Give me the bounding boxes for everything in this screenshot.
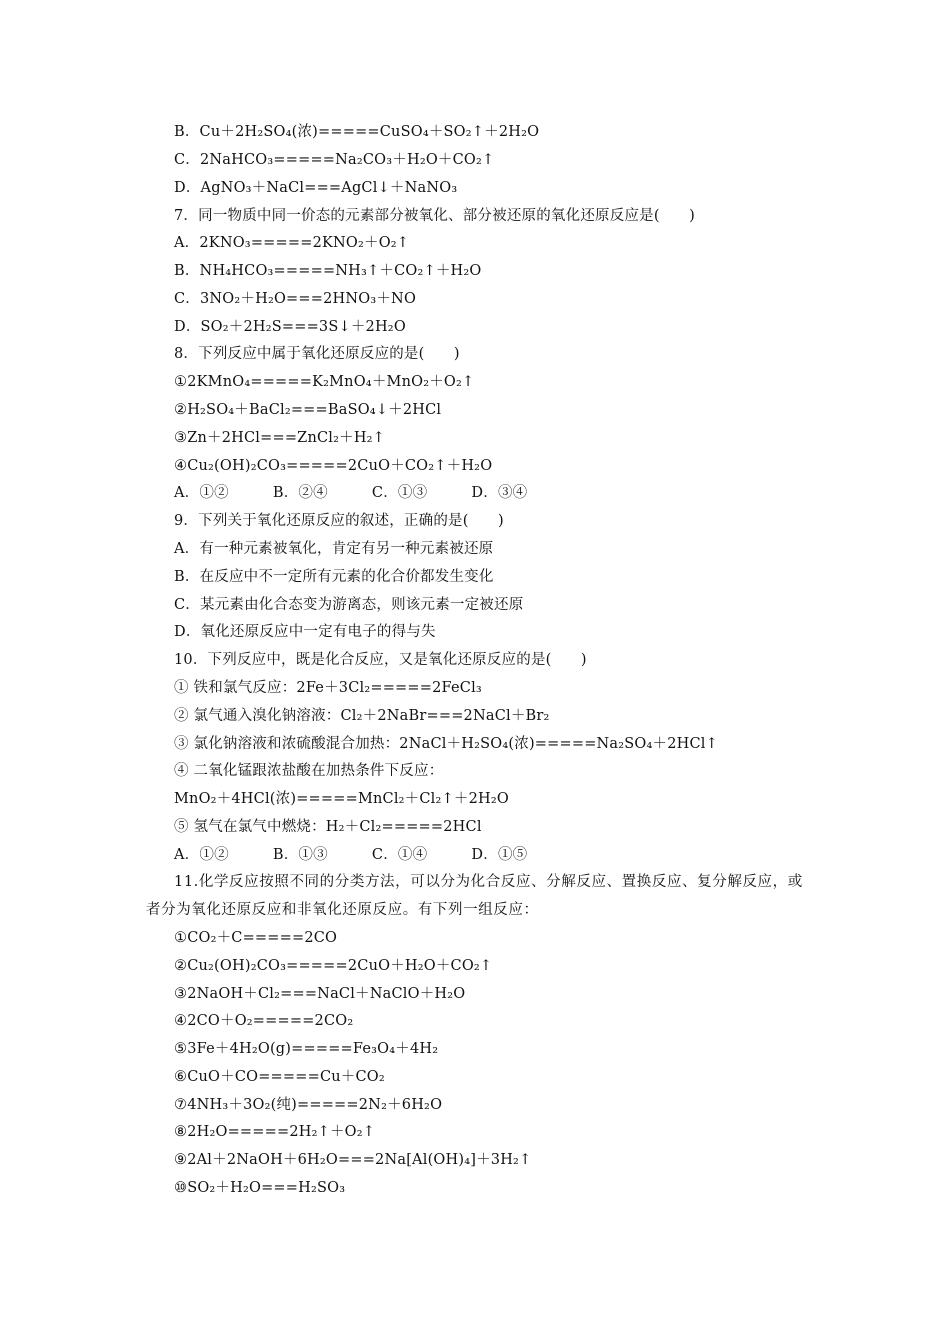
q11-reaction-5: ⑤3Fe＋4H₂O(g)=====Fe₃O₄＋4H₂	[174, 1041, 439, 1057]
q7-option-d: D．SO₂＋2H₂S===3S↓＋2H₂O	[174, 319, 406, 335]
q9-option-a: A．有一种元素被氧化，肯定有另一种元素被还原	[174, 541, 494, 557]
q7-option-b: B．NH₄HCO₃=====NH₃↑＋CO₂↑＋H₂O	[174, 263, 482, 279]
q11-reaction-10: ⑩SO₂＋H₂O===H₂SO₃	[174, 1180, 346, 1196]
q9-option-c: C．某元素由化合态变为游离态，则该元素一定被还原	[174, 597, 524, 613]
q10-item-4-equation: MnO₂＋4HCl(浓)=====MnCl₂＋Cl₂↑＋2H₂O	[174, 791, 509, 807]
q10-options: A．①② B．①③ C．①④ D．①⑤	[174, 847, 528, 863]
question-9-stem: 9．下列关于氧化还原反应的叙述，正确的是( )	[174, 513, 504, 529]
option-d-agno3: D．AgNO₃＋NaCl===AgCl↓＋NaNO₃	[174, 180, 458, 196]
q10-item-4: ④ 二氧化锰跟浓盐酸在加热条件下反应：	[174, 763, 444, 779]
q8-reaction-1: ①2KMnO₄=====K₂MnO₄＋MnO₂＋O₂↑	[174, 374, 475, 390]
q7-option-a: A．2KNO₃=====2KNO₂＋O₂↑	[174, 235, 410, 251]
q11-reaction-8: ⑧2H₂O=====2H₂↑＋O₂↑	[174, 1124, 376, 1140]
question-8-stem: 8．下列反应中属于氧化还原反应的是( )	[174, 346, 460, 362]
q11-reaction-2: ②Cu₂(OH)₂CO₃=====2CuO＋H₂O＋CO₂↑	[174, 958, 493, 974]
q8-reaction-4: ④Cu₂(OH)₂CO₃=====2CuO＋CO₂↑＋H₂O	[174, 458, 493, 474]
q10-item-3: ③ 氯化钠溶液和浓硫酸混合加热：2NaCl＋H₂SO₄(浓)=====Na₂SO₄＋2HCl↑	[174, 736, 718, 752]
q10-item-1: ① 铁和氯气反应：2Fe＋3Cl₂=====2FeCl₃	[174, 680, 482, 696]
q8-reaction-2: ②H₂SO₄＋BaCl₂===BaSO₄↓＋2HCl	[174, 402, 442, 418]
q11-reaction-4: ④2CO＋O₂=====2CO₂	[174, 1013, 354, 1029]
q10-item-2: ② 氯气通入溴化钠溶液：Cl₂＋2NaBr===2NaCl＋Br₂	[174, 708, 550, 724]
question-11-stem: 11.化学反应按照不同的分类方法，可以分为化合反应、分解反应、置换反应、复分解反应，或者分为氧化还原反应和非氧化还原反应。有下列一组反应：	[146, 874, 803, 918]
q7-option-c: C．3NO₂＋H₂O===2HNO₃＋NO	[174, 291, 417, 307]
q11-reaction-3: ③2NaOH＋Cl₂===NaCl＋NaClO＋H₂O	[174, 986, 466, 1002]
q11-reaction-7: ⑦4NH₃＋3O₂(纯)=====2N₂＋6H₂O	[174, 1097, 443, 1113]
q8-reaction-3: ③Zn＋2HCl===ZnCl₂＋H₂↑	[174, 430, 386, 446]
q8-options: A．①② B．②④ C．①③ D．③④	[174, 485, 528, 501]
q11-reaction-9: ⑨2Al＋2NaOH＋6H₂O===2Na[Al(OH)₄]＋3H₂↑	[174, 1152, 532, 1168]
option-c-nahco3: C．2NaHCO₃=====Na₂CO₃＋H₂O＋CO₂↑	[174, 152, 495, 168]
q10-item-5: ⑤ 氢气在氯气中燃烧：H₂＋Cl₂=====2HCl	[174, 819, 482, 835]
q11-reaction-6: ⑥CuO＋CO=====Cu＋CO₂	[174, 1069, 385, 1085]
q11-reaction-1: ①CO₂＋C=====2CO	[174, 930, 338, 946]
option-b-cu-h2so4: B．Cu＋2H₂SO₄(浓)=====CuSO₄＋SO₂↑＋2H₂O	[174, 124, 540, 140]
question-7-stem: 7．同一物质中同一价态的元素部分被氧化、部分被还原的氧化还原反应是( )	[174, 208, 695, 224]
q9-option-d: D．氧化还原反应中一定有电子的得与失	[174, 624, 436, 640]
q9-option-b: B．在反应中不一定所有元素的化合价都发生变化	[174, 569, 494, 585]
question-10-stem: 10．下列反应中，既是化合反应，又是氧化还原反应的是( )	[174, 652, 587, 668]
